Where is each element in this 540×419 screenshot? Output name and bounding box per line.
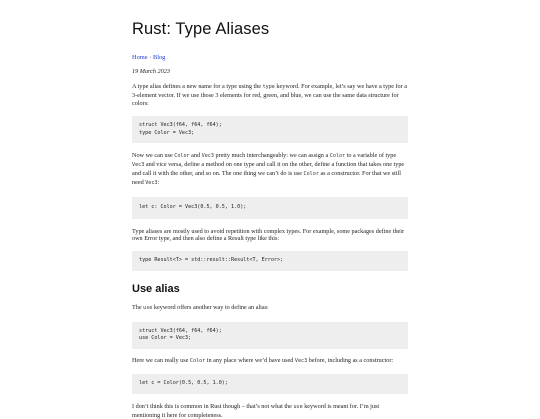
inline-code: use (293, 403, 303, 410)
post-date: 19 March 2023 (132, 68, 170, 75)
paragraph-closing (132, 403, 408, 419)
text: and (189, 152, 202, 160)
code-line: let c: Color = Vec3(0.5, 0.5, 1.0); (139, 203, 247, 210)
section-heading-use-alias: Use alias (132, 283, 180, 296)
text: and vice versa, define a method on one type and call it on the other, define a function that takes one type and call it with the other, and so on. The one thing we can’t do is use (132, 161, 405, 177)
text: before, including as a constructor: (307, 356, 394, 364)
code-line: struct Vec3(f64, f64, f64); (139, 122, 222, 129)
inline-code: Vec3 (145, 179, 158, 186)
text: I don’t think this is common in Rust though – that’s not what the (132, 402, 294, 410)
breadcrumb-blog-link[interactable]: Blog (152, 54, 166, 61)
code-line: let c = Color(0.5, 0.5, 1.0); (139, 379, 228, 386)
text: A type alias defines a new name for a type using the (132, 83, 263, 90)
page-title: Rust: Type Aliases (132, 20, 270, 38)
text: Now we can use (132, 152, 175, 160)
inline-code: Vec3 (294, 357, 308, 364)
code-line: type Result<T> = std::result::Result<T, Error>; (139, 257, 284, 264)
breadcrumb (132, 53, 408, 62)
breadcrumb-separator: · (147, 54, 153, 61)
code-block-use-alias (132, 322, 408, 349)
paragraph-intro (132, 83, 408, 107)
breadcrumb-home-link[interactable]: Home (132, 54, 148, 61)
article (132, 20, 408, 419)
inline-code: Color (329, 153, 346, 160)
inline-code: Color (189, 357, 206, 364)
paragraph-use-keyword (132, 304, 408, 313)
paragraph-constructor (132, 357, 408, 366)
inline-code: Vec3 (132, 162, 145, 169)
inline-code: Color (174, 153, 190, 160)
code-line: use Color = Vec3; (139, 335, 192, 342)
paragraph-complex-types: Type aliases are mostly used to avoid repetition with complex types. For example, some packages define their own Error type, and then also define a Result type like this: (132, 227, 405, 243)
code-block-result-alias (132, 251, 408, 271)
text: pretty much interchangeably: we can assign a (213, 152, 330, 160)
text: keyword is meant for. I’m just mentioning it here for completeness. (132, 402, 380, 419)
text: as a constructor. For that we still need (132, 169, 402, 186)
text: keyword. For example, let’s say we have a type for a 3-element vector. If we use those 3 elements for red, green, and blue, we can use the same data structure for colors: (132, 83, 408, 107)
paragraph-interchangeable (132, 152, 408, 187)
text: The (132, 304, 144, 312)
code-block-vec3-color (132, 116, 408, 143)
text: in any place where we’d have used (205, 356, 295, 364)
text: : (157, 178, 160, 186)
inline-code: Vec3 (201, 153, 214, 160)
inline-code: type (262, 84, 275, 90)
code-line: type Color = Vec3; (139, 129, 195, 136)
inline-code: use (143, 305, 153, 312)
text: keyword offers another way to define an alias: (152, 304, 269, 312)
code-block-let-color (132, 197, 408, 219)
inline-code: Color (303, 170, 319, 177)
code-line: struct Vec3(f64, f64, f64); (139, 327, 222, 334)
text: to a variable of type (345, 152, 397, 160)
text: Here we can really use (132, 356, 190, 364)
code-block-let-color-constructor (132, 374, 408, 394)
